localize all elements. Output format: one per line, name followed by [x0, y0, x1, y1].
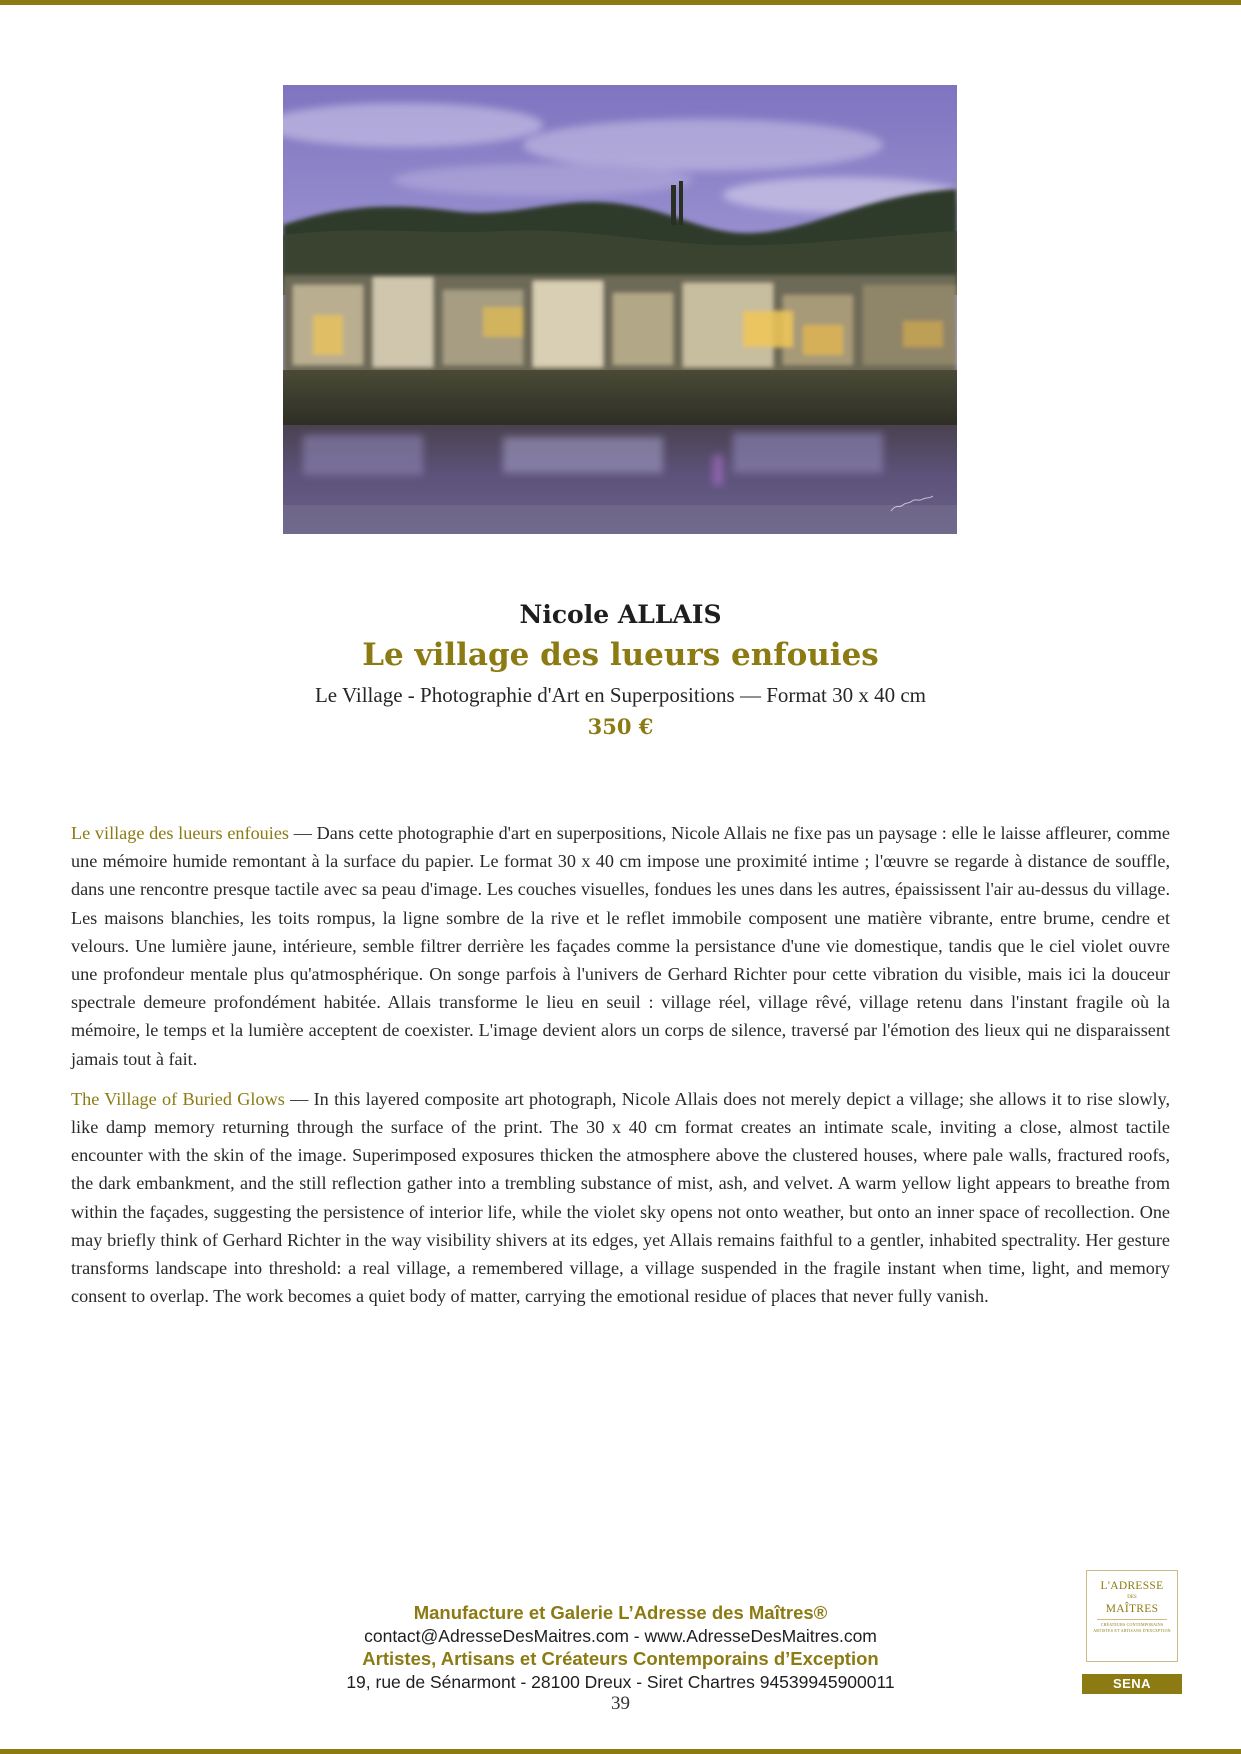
- artwork-title: Le village des lueurs enfouies: [362, 637, 879, 673]
- gallery-name: Manufacture et Galerie L’Adresse des Maîtres®: [413, 1602, 828, 1623]
- artwork-price: 350 €: [587, 714, 654, 739]
- description-block: [71, 819, 1170, 1310]
- artist-name: Nicole ALLAIS: [519, 600, 722, 629]
- contact-line: contact@AdresseDesMaitres.com - www.AdresseDesMaitres.com: [364, 1626, 877, 1646]
- gallery-address: 19, rue de Sénarmont - 28100 Dreux - Siret Chartres 94539945900011: [346, 1672, 895, 1692]
- sena-badge: SENA: [1082, 1674, 1182, 1694]
- description-en-body: — In this layered composite art photograph, Nicole Allais does not merely depict a village; she allows it to rise slowly, like damp memory returning through the surface of the print. The 30 x 40 cm format creates an intimate scale, inviting a close, almost tactile encounter with the skin of the image. Superimposed exposures thicken the atmosphere above the clustered houses, where pale walls, fractured roofs, the dark embankment, and the still reflection gather into a trembling substance of mist, ash, and velvet. A warm yellow light appears to breathe from within the façades, suggesting the persistence of interior life, while the violet sky opens not onto weather, but onto an inner space of recollection. One may briefly think of Gerhard Richter in the way visibility shivers at its edges, yet Allais remains faithful to a gentler, inhabited spectrality. Her gesture transforms landscape into threshold: a real village, a remembered village, a village suspended in the fragile instant when time, light, and memory consent to overlap. The work becomes a quiet body of matter, carrying the emotional residue of places that never fully vanish.: [71, 1088, 1171, 1307]
- footer: [0, 1601, 1241, 1693]
- page-number: 39: [611, 1693, 630, 1714]
- village-landscape-image: [283, 85, 957, 534]
- gallery-logo: [1086, 1570, 1178, 1662]
- artwork-header: [0, 598, 1241, 742]
- description-en: [71, 1085, 1170, 1311]
- logo-line-3: MAÎTRES: [1105, 1603, 1159, 1615]
- description-fr-lead: Le village des lueurs enfouies: [71, 823, 289, 843]
- description-fr: [71, 819, 1170, 1073]
- artwork-subtitle: Le Village - Photographie d'Art en Superpositions — Format 30 x 40 cm: [314, 683, 927, 707]
- logo-divider: [1097, 1619, 1167, 1620]
- gallery-tagline: Artistes, Artisans et Créateurs Contemporains d’Exception: [362, 1648, 879, 1669]
- artwork-photo: [283, 85, 957, 534]
- description-en-lead: The Village of Buried Glows: [71, 1088, 285, 1109]
- logo-line-4: CRÉATEURS CONTEMPORAINS ARTISTES ET ARTISANS D'EXCEPTION: [1093, 1622, 1171, 1633]
- logo-line-1: L'ADRESSE: [1100, 1580, 1164, 1592]
- logo-line-2: DES: [1127, 1595, 1137, 1600]
- bottom-rule: [0, 1749, 1241, 1754]
- top-rule: [0, 0, 1241, 5]
- description-fr-body: — Dans cette photographie d'art en superpositions, Nicole Allais ne fixe pas un paysage : elle le laisse affleurer, comme une mémoire humide remontant à la surface du papier. Le format 30 x 40 cm impose une proximité intime ; l'œuvre se regarde à distance de souffle, dans une rencontre presque tactile avec sa peau d'image. Les couches visuelles, fondues les unes dans les autres, épaississent l'air au-dessus du village. Les maisons blanchies, les toits rompus, la ligne sombre de la rive et le reflet immobile composent une matière vibrante, entre brume, cendre et velours. Une lumière jaune, intérieure, semble filtrer derrière les façades comme la persistance d'une vie domestique, tandis que le ciel violet ouvre une profondeur mentale plus qu'atmosphérique. On songe parfois à l'univers de Gerhard Richter pour cette vibration du visible, mais ici la douceur spectrale demeure profondément habitée. Allais transforme le lieu en seuil : village réel, village rêvé, village retenu dans l'instant fragile où la mémoire, le temps et la lumière acceptent de coexister. L'image devient alors un corps de silence, traversé par l'émotion des lieux qui ne disparaissent jamais tout à fait.: [71, 823, 1170, 1069]
